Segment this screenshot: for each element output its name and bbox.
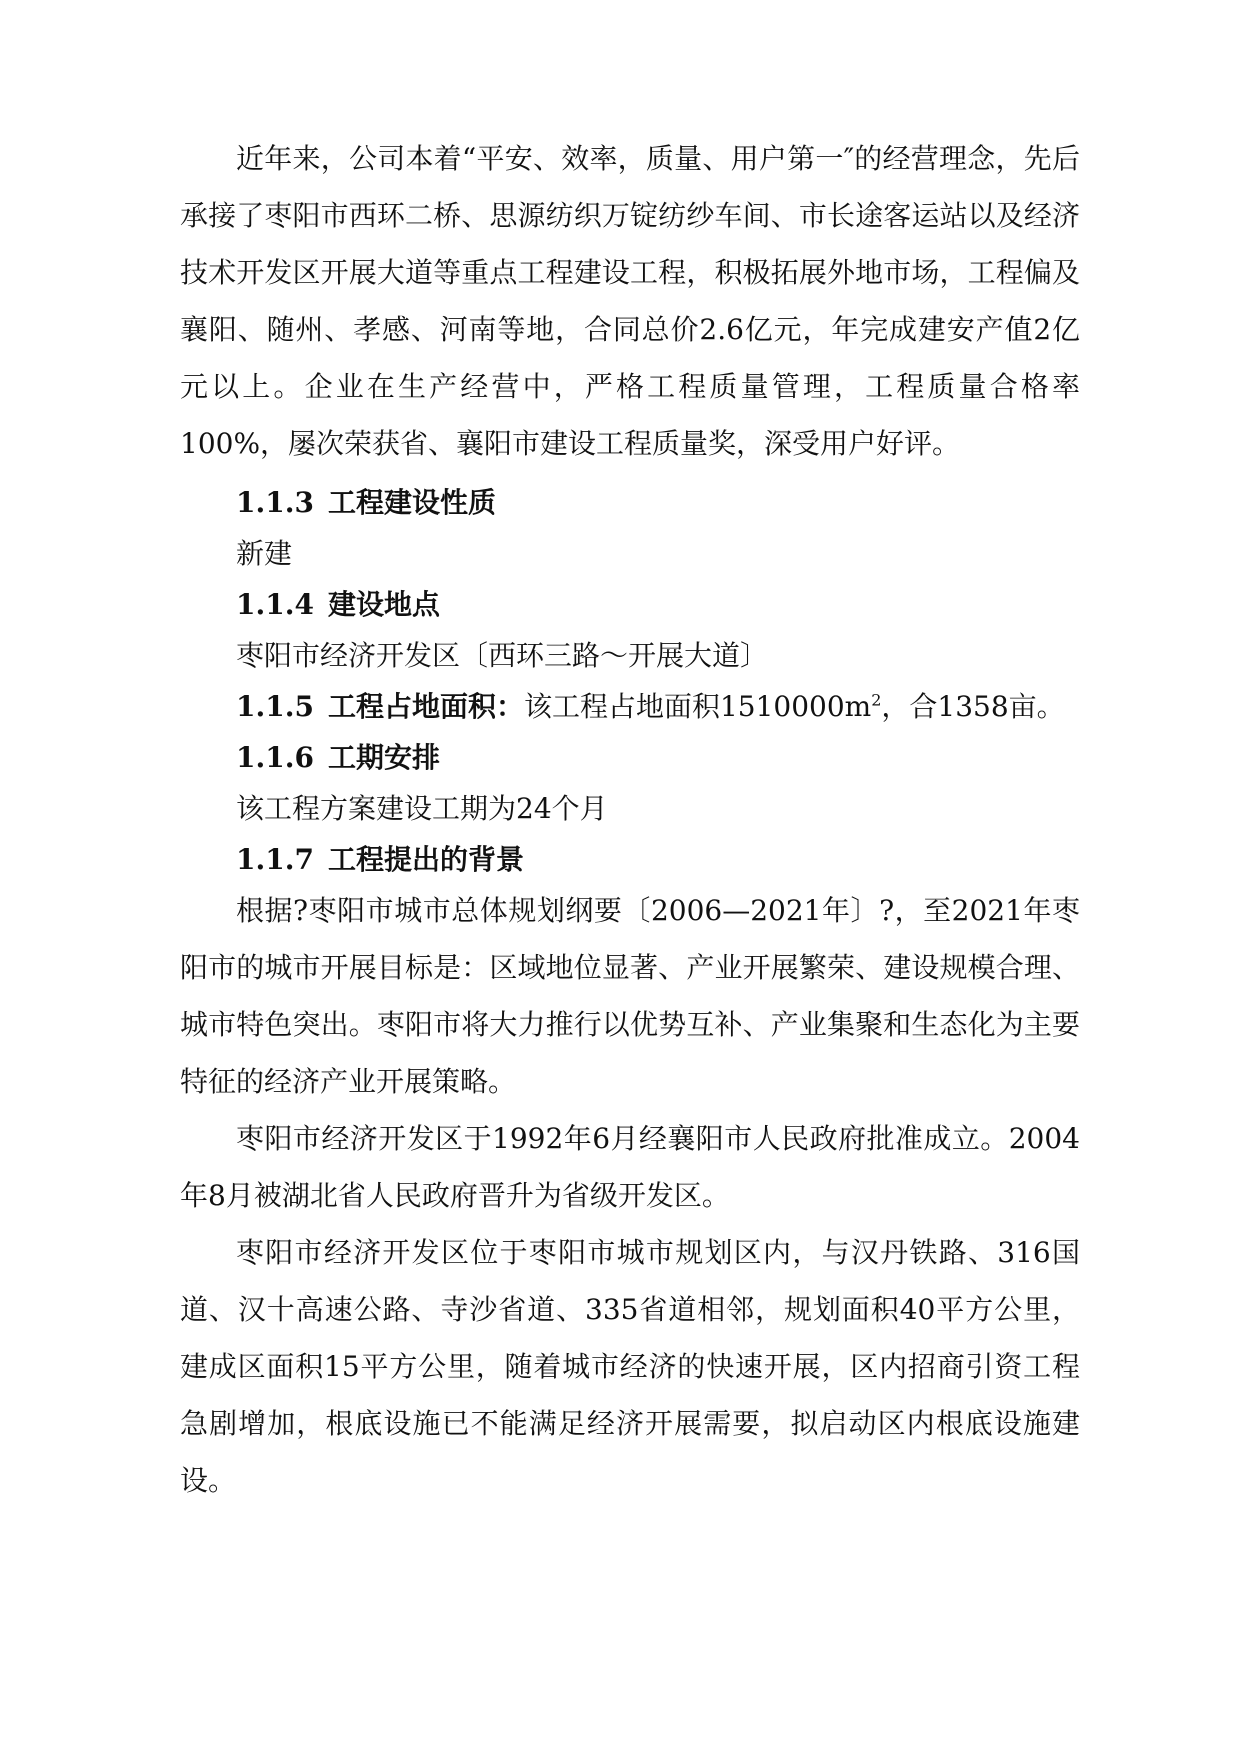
area-conversion-text: ，合1358亩。 [881,690,1065,723]
section-1-1-4-body: 枣阳市经济开发区〔西环三路～开展大道〕 [236,639,769,672]
section-1-1-6-body: 该工程方案建设工期为24个月 [236,792,608,825]
section-1-1-6-heading [236,729,440,786]
area-unit-exponent: 2 [871,690,882,710]
background-paragraph-3: 枣阳市经济开发区位于枣阳市城市规划区内，与汉丹铁路、316国道、汉十高速公路、寺沙省道、335省道相邻，规划面积40平方公里，建成区面积15平方公里，随着城市经济的快速开展，区内招商引资工程急剧增加，根底设施已不能满足经济开展需要，拟启动区内根底设施建设。 [180,1236,1080,1497]
section-1-1-3-heading [236,474,496,531]
section-1-1-4-heading [236,576,440,633]
background-section [180,882,1080,1509]
section-number: 1.1.4 [236,588,314,621]
section-title: 工程建设性质 [327,486,496,519]
section-number: 1.1.5 [236,690,314,723]
section-title: 工程提出的背景 [327,843,524,876]
section-1-1-3-body: 新建 [236,537,293,570]
section-number: 1.1.7 [236,843,314,876]
background-paragraph-1: 根据?枣阳市城市总体规划纲要〔2006—2021年〕?，至2021年枣阳市的城市开展目标是：区域地位显著、产业开展繁荣、建设规模合理、城市特色突出。枣阳市将大力推行以优势互补、产业集聚和生态化为主要特征的经济产业开展策略。 [180,894,1080,1098]
section-1-1-5-heading [236,678,1065,735]
section-title: 工期安排 [327,741,440,774]
section-number: 1.1.6 [236,741,314,774]
section-number: 1.1.3 [236,486,314,519]
section-1-1-7-heading [236,831,524,888]
section-title: 工程占地面积： [327,690,524,723]
intro-section [180,130,1080,472]
section-1-1-5-body [524,690,1065,723]
intro-paragraph: 近年来，公司本着“平安、效率，质量、用户第一″的经营理念，先后承接了枣阳市西环二桥、思源纺织万锭纺纱车间、市长途客运站以及经济技术开发区开展大道等重点工程建设工程，积极拓展外地市场，工程偏及襄阳、随州、孝感、河南等地，合同总价2.6亿元，年完成建安产值2亿元以上。企业在生产经营中，严格工程质量管理，工程质量合格率100%，屡次荣获省、襄阳市建设工程质量奖，深受用户好评。 [180,142,1080,460]
area-text: 该工程占地面积1510000m [523,690,872,723]
section-title: 建设地点 [327,588,440,621]
background-paragraph-2: 枣阳市经济开发区于1992年6月经襄阳市人民政府批准成立。2004年8月被湖北省人民政府晋升为省级开发区。 [180,1122,1080,1212]
